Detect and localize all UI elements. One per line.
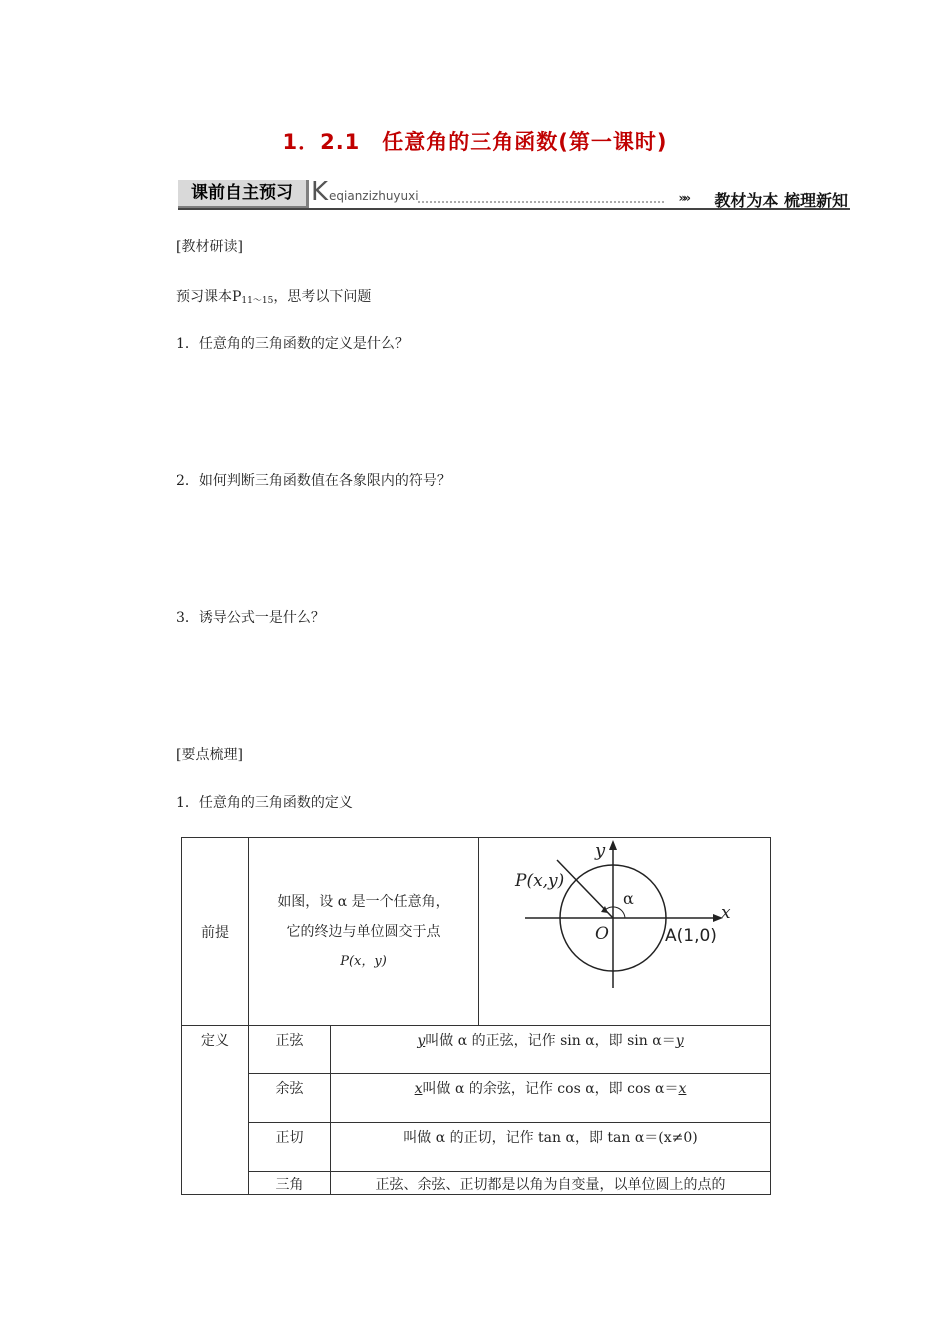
question-3: 3．诱导公式一是什么？ — [176, 610, 325, 626]
section-heading-keypoints: [要点梳理] — [176, 747, 243, 763]
row-name-sine: 正弦 — [249, 1026, 331, 1074]
preview-intro — [176, 286, 371, 306]
premise-text — [249, 838, 479, 1026]
definition-table — [181, 837, 771, 1195]
premise-line-1: 如图，设 α 是一个任意角， — [277, 893, 450, 910]
banner-dotted-rule — [418, 201, 664, 203]
unit-circle-diagram — [479, 838, 770, 1025]
x-axis-label: x — [721, 903, 731, 923]
row-name-trig: 三角 — [249, 1172, 331, 1195]
unit-circle-diagram-cell — [479, 838, 771, 1026]
section-heading-reading: [教材研读] — [176, 239, 243, 255]
keypoint-1: 1．任意角的三角函数的定义 — [176, 795, 353, 811]
origin-label: O — [595, 924, 609, 944]
question-2: 2．如何判断三角函数值在各象限内的符号？ — [176, 473, 451, 489]
row-name-cosine: 余弦 — [249, 1074, 331, 1123]
row-def-trig: 正弦、余弦、正切都是以角为自变量，以单位圆上的点的 — [331, 1172, 771, 1195]
preview-intro-prefix: 预习课本P — [176, 289, 242, 305]
premise-line-2: 它的终边与单位圆交于点 — [286, 923, 441, 940]
cosine-blank-1: x — [414, 1081, 423, 1097]
definition-label: 定义 — [182, 1026, 249, 1195]
preview-intro-pages: 11～15 — [241, 296, 274, 306]
banner-label: 课前自主预习 — [178, 180, 309, 208]
point-a-label: A(1,0) — [665, 926, 717, 946]
cosine-blank-2: x — [678, 1081, 687, 1097]
point-p-label: P(x,y) — [515, 871, 565, 891]
cosine-text: 叫做 α 的余弦，记作 cos α，即 cos α＝ — [422, 1081, 679, 1097]
banner-underline — [178, 208, 850, 210]
banner-k-letter: K — [311, 177, 329, 207]
sine-blank-2: y — [675, 1033, 684, 1049]
row-def-sine — [331, 1026, 771, 1074]
row-def-tangent: 叫做 α 的正切，记作 tan α，即 tan α＝(x≠0) — [331, 1123, 771, 1172]
sine-text: 叫做 α 的正弦，记作 sin α，即 sin α＝ — [425, 1033, 676, 1049]
preview-intro-suffix: ，思考以下问题 — [273, 289, 372, 305]
page-title: 1．2.1 任意角的三角函数(第一课时) — [282, 130, 668, 154]
y-axis-label: y — [595, 840, 606, 861]
question-1: 1．任意角的三角函数的定义是什么？ — [176, 336, 409, 352]
banner-slogan: 教材为本 梳理新知 — [714, 191, 848, 210]
banner-arrows-icon: »» — [678, 191, 688, 205]
section-banner — [178, 178, 850, 210]
row-def-cosine — [331, 1074, 771, 1123]
premise-line-3: P(x，y) — [340, 953, 387, 969]
row-name-tangent: 正切 — [249, 1123, 331, 1172]
alpha-label: α — [623, 889, 634, 908]
sine-blank-1: y — [417, 1033, 426, 1049]
premise-label: 前提 — [182, 838, 249, 1026]
banner-pinyin: eqianzizhuyuxi — [329, 189, 419, 203]
diagram-top-mask — [507, 838, 739, 842]
